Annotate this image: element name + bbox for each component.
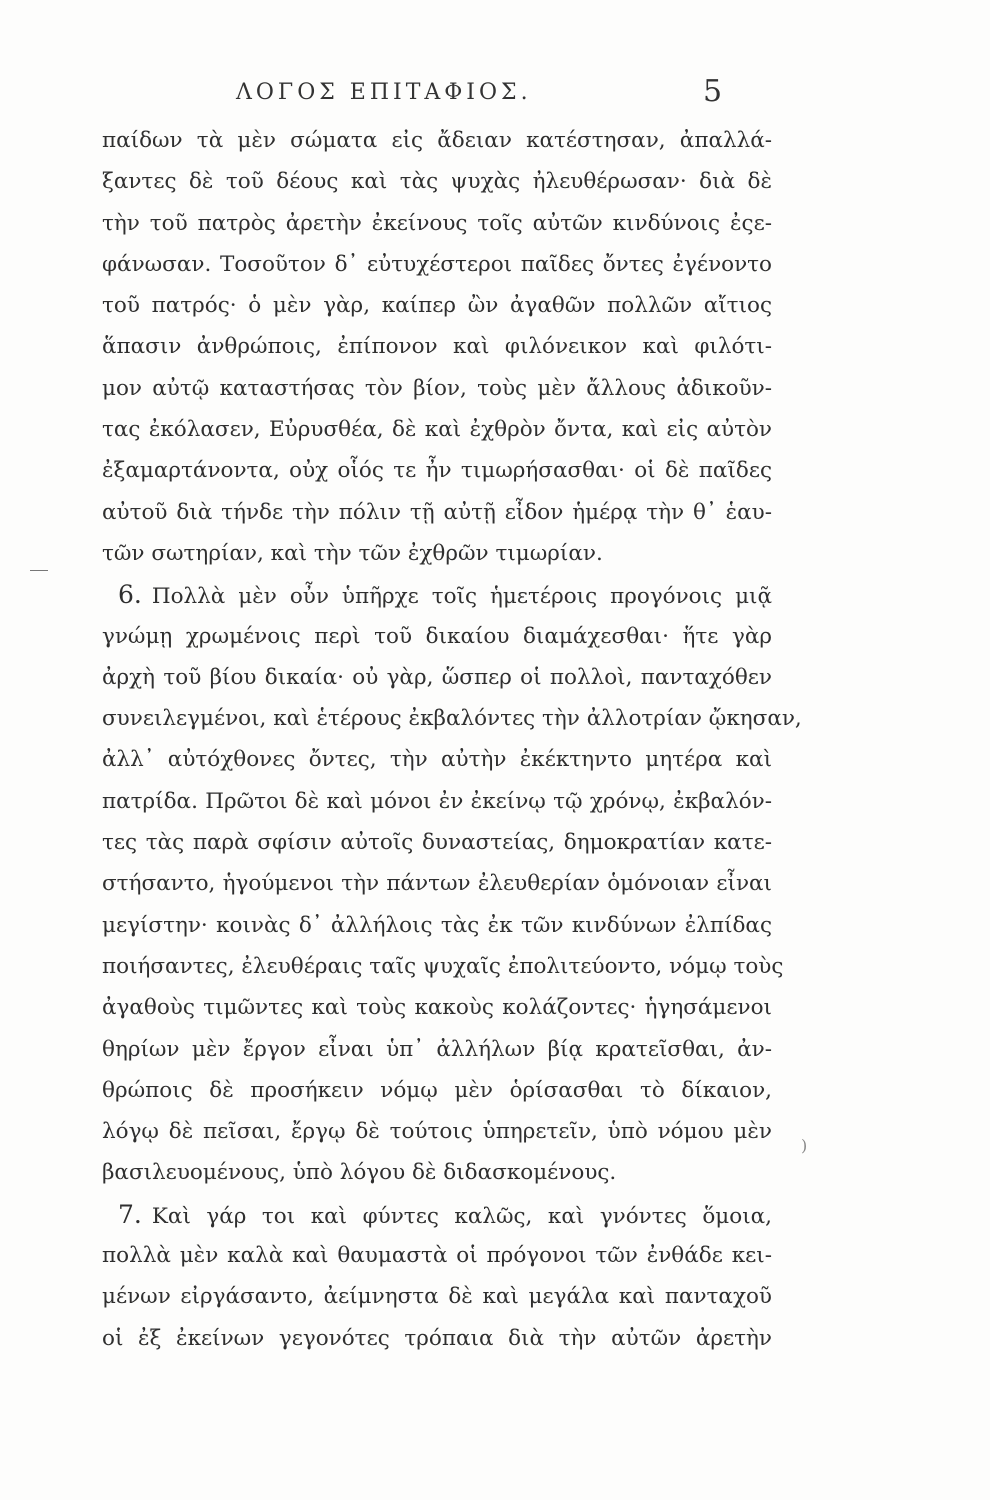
text-line: ξαντες δὲ τοῦ δέους καὶ τὰς ψυχὰς ἠλευθέρωσαν· διὰ δὲ — [102, 169, 772, 195]
text-line: τας ἐκόλασεν, Εὐρυσθέα, δὲ καὶ ἐχθρὸν ὄντα, καὶ εἰς αὐτὸν — [102, 417, 772, 443]
text-line: τὴν τοῦ πατρὸς ἀρετὴν ἐκείνους τοῖς αὐτῶν κινδύνοις ἐςε- — [102, 210, 772, 236]
text-line: τῶν σωτηρίαν, καὶ τὴν τῶν ἐχθρῶν τιμωρίαν. — [102, 540, 603, 566]
text-line: φάνωσαν. Τοσοῦτον δ᾽ εὐτυχέστεροι παῖδες ὄντες ἐγένοντο — [102, 251, 772, 277]
text-line: ἀλλ᾽ αὐτόχθονες ὄντες, τὴν αὐτὴν ἐκέκτηντο μητέρα καὶ — [102, 747, 772, 773]
text-line: ἀγαθοὺς τιμῶντες καὶ τοὺς κακοὺς κολάζοντες· ἡγησάμενοι — [102, 995, 772, 1021]
text-line: ἀρχὴ τοῦ βίου δικαία· οὐ γὰρ, ὥσπερ οἱ πολλοὶ, πανταχόθεν — [102, 664, 772, 690]
text-line: θηρίων μὲν ἔργον εἶναι ὑπ᾽ ἀλλήλων βίᾳ κρατεῖσθαι, ἀν- — [102, 1036, 772, 1062]
page-number: 5 — [703, 74, 723, 109]
text-line: στήσαντο, ἡγούμενοι τὴν πάντων ἐλευθερίαν ὁμόνοιαν εἶναι — [102, 871, 772, 897]
text-line — [102, 1194, 772, 1235]
text-line: μον αὐτῷ καταστήσας τὸν βίον, τοὺς μὲν ἄλλους ἀδικοῦν- — [102, 375, 772, 401]
text-line: ἅπασιν ἀνθρώποις, ἐπίπονον καὶ φιλόνεικον καὶ φιλότι- — [102, 334, 772, 360]
text-line: πατρίδα. Πρῶτοι δὲ καὶ μόνοι ἐν ἐκείνῳ τῷ χρόνῳ, ἐκβαλόν- — [102, 788, 772, 814]
section-6 — [102, 574, 802, 1193]
section-7 — [102, 1194, 772, 1359]
text-line: ἐξαμαρτάνοντα, οὐχ οἷός τε ἦν τιμωρήσασθαι· οἱ δὲ παῖδες — [102, 458, 772, 484]
text-line: θρώποις δὲ προσήκειν νόμῳ μὲν ὁρίσασθαι τὸ δίκαιον, — [102, 1077, 772, 1103]
text-line: τοῦ πατρός· ὁ μὲν γὰρ, καίπερ ὢν ἀγαθῶν πολλῶν αἴτιος — [102, 293, 772, 319]
main-text — [102, 120, 802, 1359]
text-line: ποιήσαντες, ἐλευθέραις ταῖς ψυχαῖς ἐπολιτεύοντο, νόμῳ τοὺς — [102, 953, 784, 979]
text-line: οἱ ἐξ ἐκείνων γεγονότες τρόπαια διὰ τὴν αὐτῶν ἀρετὴν — [102, 1325, 772, 1351]
section-number: 6. — [118, 580, 142, 610]
text-line: συνειλεγμένοι, καὶ ἑτέρους ἐκβαλόντες τὴν ἀλλοτρίαν ᾤκησαν, — [102, 706, 802, 732]
text-line: μεγίστην· κοινὰς δ᾽ ἀλλήλοις τὰς ἐκ τῶν κινδύνων ἐλπίδας — [102, 912, 772, 938]
text-line: τες τὰς παρὰ σφίσιν αὐτοῖς δυναστείας, δημοκρατίαν κατε- — [102, 830, 772, 856]
paragraph-continuation — [102, 120, 772, 574]
margin-dash-mark — [30, 570, 48, 571]
text-line: γνώμῃ χρωμένοις περὶ τοῦ δικαίου διαμάχεσθαι· ἥτε γὰρ — [102, 623, 772, 649]
text-line — [102, 574, 772, 615]
text-line: μένων εἰργάσαντο, ἀείμνηστα δὲ καὶ μεγάλα καὶ πανταχοῦ — [102, 1284, 772, 1310]
text-line: πολλὰ μὲν καλὰ καὶ θαυμαστὰ οἱ πρόγονοι τῶν ἐνθάδε κει- — [102, 1243, 772, 1269]
text-span: Καὶ γάρ τοι καὶ φύντες καλῶς, καὶ γνόντες ὅμοια, — [151, 1203, 772, 1229]
text-line: λόγῳ δὲ πεῖσαι, ἔργῳ δὲ τούτοις ὑπηρετεῖν, ὑπὸ νόμου μὲν — [102, 1119, 772, 1145]
text-line: αὐτοῦ διὰ τήνδε τὴν πόλιν τῇ αὐτῇ εἶδον ἡμέρᾳ τὴν θ᾽ ἑαυ- — [102, 499, 772, 525]
margin-parenthesis-mark: ) — [801, 1136, 808, 1155]
section-number: 7. — [118, 1199, 142, 1229]
text-line: παίδων τὰ μὲν σώματα εἰς ἄδειαν κατέστησαν, ἀπαλλά- — [102, 128, 772, 153]
text-line: βασιλευομένους, ὑπὸ λόγου δὲ διδασκομένους. — [102, 1160, 617, 1186]
running-title: ΛΟΓΟΣ ΕΠΙΤΑΦΙΟΣ. — [236, 80, 532, 105]
text-span: Πολλὰ μὲν οὖν ὑπῆρχε τοῖς ἡμετέροις προγόνοις μιᾷ — [151, 584, 772, 610]
